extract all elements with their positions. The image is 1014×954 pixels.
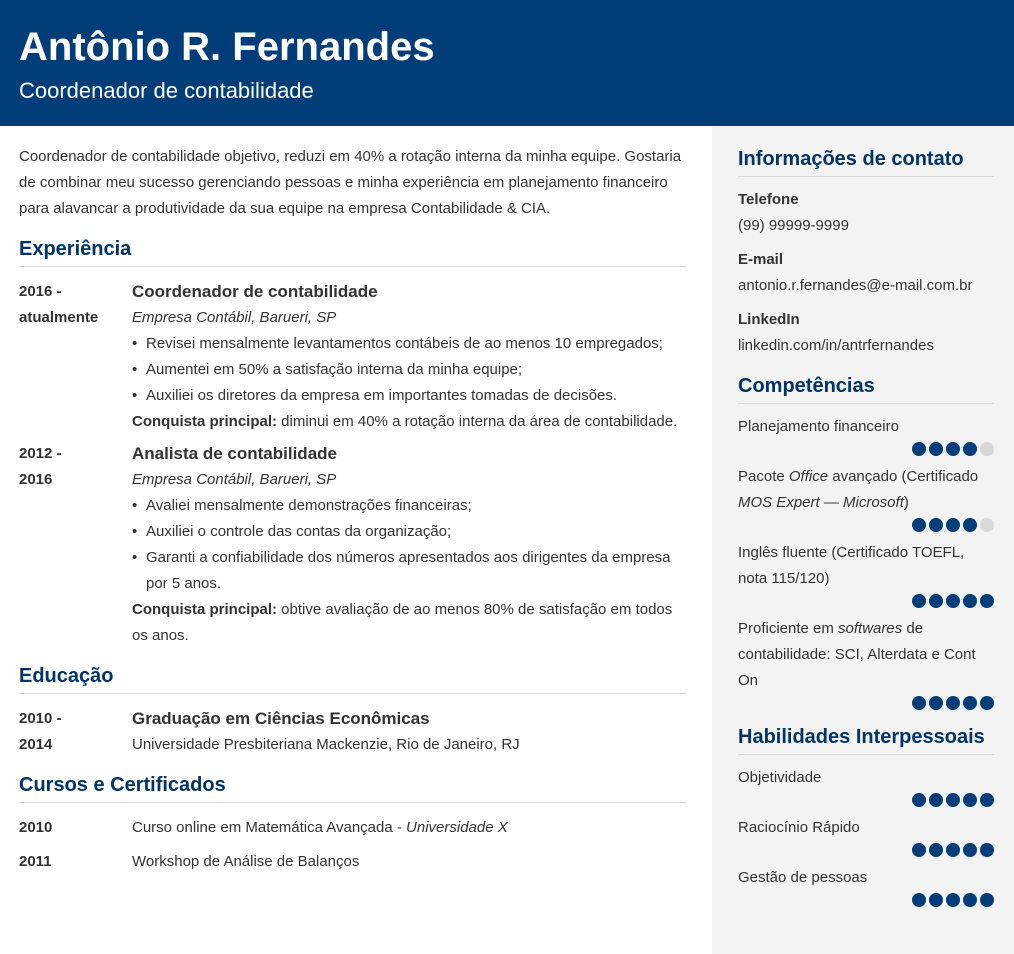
linkedin[interactable]: linkedin.com/in/antrfernandes — [738, 337, 934, 354]
bullet: • Garanti a confiabilidade dos números apresentados aos dirigentes da empresa por 5 anos. — [132, 545, 686, 597]
soft-skill-item — [738, 865, 994, 907]
bullet: • Auxiliei o controle das contas da organização; — [132, 519, 686, 545]
course-date: 2011 — [19, 853, 52, 870]
rating-dot — [912, 442, 926, 456]
email-label: E-mail — [738, 251, 784, 268]
course-institution: Universidade X — [406, 819, 508, 836]
bullet: • Avaliei mensalmente demonstrações financeiras; — [132, 493, 686, 519]
experience-heading: Experiência — [19, 236, 686, 267]
experience-entry — [19, 441, 686, 649]
achievement-text: obtive avaliação de ao menos 80% de satisfação em todos os anos. — [132, 601, 673, 644]
school: Universidade Presbiteriana Mackenzie, Rio de Janeiro, RJ — [132, 736, 520, 753]
phone: (99) 99999-9999 — [738, 217, 849, 234]
course-entry — [19, 815, 686, 841]
skills-heading: Competências — [738, 373, 994, 404]
rating-dot — [963, 893, 977, 907]
soft-skills-heading: Habilidades Interpessoais — [738, 724, 994, 755]
achievement-text: diminui em 40% a rotação interna da área de contabilidade. — [277, 413, 678, 430]
date-end: atualmente — [19, 309, 99, 326]
company: Empresa Contábil, Barueri, SP — [132, 309, 337, 326]
rating-dot — [946, 893, 960, 907]
rating-dot — [980, 594, 994, 608]
skill-item — [738, 540, 994, 608]
rating-dot — [929, 442, 943, 456]
bullet: • Auxiliei os diretores da empresa em importantes tomadas de decisões. — [132, 383, 686, 409]
skill-text-italic: softwares — [838, 620, 903, 637]
rating-dot — [963, 518, 977, 532]
linkedin-label: LinkedIn — [738, 311, 800, 328]
company: Empresa Contábil, Barueri, SP — [132, 471, 337, 488]
date-start: 2010 - — [19, 710, 62, 727]
rating-dot — [946, 518, 960, 532]
skill-text: avançado (Certificado — [828, 468, 979, 485]
job-role: Analista de contabilidade — [132, 444, 337, 463]
rating-dots — [738, 843, 994, 857]
rating-dot — [912, 594, 926, 608]
skill-text: ) — [903, 494, 909, 511]
sidebar — [712, 126, 1014, 954]
soft-skill-item — [738, 815, 994, 857]
skill-item — [738, 414, 994, 456]
rating-dots — [738, 696, 994, 710]
skill-text-italic: MOS Expert — Microsoft — [738, 494, 904, 511]
email[interactable]: antonio.r.fernandes@e-mail.com.br — [738, 277, 973, 294]
rating-dot — [929, 893, 943, 907]
course-name: Curso online em Matemática Avançada - — [132, 819, 407, 836]
date-start: 2016 - — [19, 283, 62, 300]
achievement-label: Conquista principal: — [132, 601, 278, 618]
date-end: 2016 — [19, 471, 53, 488]
contact-heading: Informações de contato — [738, 146, 994, 177]
date-end: 2014 — [19, 736, 53, 753]
soft-skill-label: Gestão de pessoas — [738, 869, 868, 886]
rating-dots — [738, 442, 994, 456]
rating-dot — [963, 696, 977, 710]
degree: Graduação em Ciências Econômicas — [132, 709, 430, 728]
rating-dot — [912, 696, 926, 710]
rating-dots — [738, 594, 994, 608]
achievement — [132, 409, 686, 435]
rating-dot — [912, 843, 926, 857]
rating-dots — [738, 793, 994, 807]
candidate-name: Antônio R. Fernandes — [19, 25, 435, 69]
skill-text: Pacote — [738, 468, 789, 485]
main-column — [0, 126, 712, 954]
skill-text: Planejamento financeiro — [738, 418, 899, 435]
course-entry — [19, 849, 686, 875]
soft-skill-label: Raciocínio Rápido — [738, 819, 860, 836]
rating-dot — [963, 594, 977, 608]
education-entry — [19, 706, 686, 758]
rating-dot — [929, 594, 943, 608]
soft-skill-item — [738, 765, 994, 807]
rating-dot — [946, 793, 960, 807]
course-date: 2010 — [19, 819, 53, 836]
skill-text: de contabilidade: SCI, Alterdata e Cont On — [738, 620, 976, 689]
rating-dot — [980, 696, 994, 710]
experience-entry — [19, 279, 686, 435]
skill-text: Inglês fluente (Certificado TOEFL, nota 115/120) — [738, 544, 965, 587]
rating-dots — [738, 518, 994, 532]
resume-header — [0, 0, 1014, 126]
rating-dot — [980, 518, 994, 532]
skill-text-italic: Office — [788, 468, 829, 485]
rating-dot — [963, 793, 977, 807]
rating-dot — [946, 442, 960, 456]
course-name: Workshop de Análise de Balanços — [132, 853, 360, 870]
rating-dot — [963, 442, 977, 456]
skill-item — [738, 464, 994, 532]
education-heading: Educação — [19, 663, 686, 694]
rating-dot — [912, 893, 926, 907]
rating-dot — [963, 843, 977, 857]
rating-dot — [946, 594, 960, 608]
job-role: Coordenador de contabilidade — [132, 282, 378, 301]
rating-dot — [946, 843, 960, 857]
achievement-label: Conquista principal: — [132, 413, 278, 430]
rating-dot — [980, 442, 994, 456]
candidate-title: Coordenador de contabilidade — [19, 78, 314, 103]
skill-item — [738, 616, 994, 710]
rating-dot — [929, 793, 943, 807]
rating-dot — [980, 893, 994, 907]
rating-dot — [980, 843, 994, 857]
bullet: • Revisei mensalmente levantamentos contábeis de ao menos 10 empregados; — [132, 331, 686, 357]
achievement — [132, 597, 686, 649]
skill-text: Proficiente em — [738, 620, 839, 637]
rating-dot — [929, 843, 943, 857]
rating-dot — [929, 696, 943, 710]
bullet: • Aumentei em 50% a satisfação interna da minha equipe; — [132, 357, 686, 383]
courses-heading: Cursos e Certificados — [19, 772, 686, 803]
summary: Coordenador de contabilidade objetivo, reduzi em 40% a rotação interna da minha equipe. Gostaria de combinar meu sucesso gerenciando pessoas e minha experiência em planejamento financeiro para alavancar a produtividade da sua equipe na empresa Contabilidade & CIA. — [19, 148, 682, 217]
phone-label: Telefone — [738, 191, 799, 208]
rating-dots — [738, 893, 994, 907]
rating-dot — [946, 696, 960, 710]
rating-dot — [929, 518, 943, 532]
date-start: 2012 - — [19, 445, 62, 462]
rating-dot — [912, 518, 926, 532]
rating-dot — [912, 793, 926, 807]
soft-skill-label: Objetividade — [738, 769, 822, 786]
rating-dot — [980, 793, 994, 807]
